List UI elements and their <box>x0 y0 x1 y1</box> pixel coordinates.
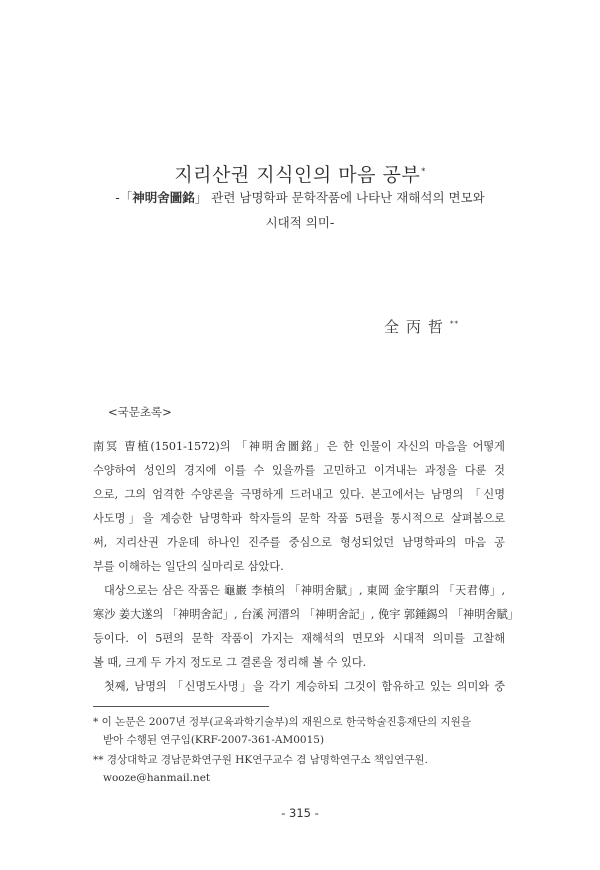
footnote-2-line-1: ** 경상대학교 경남문화연구원 HK연구교수 겸 남명학연구소 책임연구원. <box>93 754 428 766</box>
title-text: 지리산권 지식인의 마음 공부 <box>174 164 421 186</box>
abstract-label: <국문초록> <box>108 405 172 419</box>
subtitle-prefix: -「 <box>115 190 133 205</box>
abstract-line: 등이다. 이 5편의 문학 작품이 가지는 재해석의 면모와 시대적 의미를 고찰해 <box>93 632 505 645</box>
abstract-line: 사도명」을 계승한 남명학파 학자들의 문학 작품 5편을 통시적으로 살펴봄으로 <box>93 512 505 525</box>
footnote-divider <box>93 706 269 707</box>
subtitle-bold-term: 神明舍圖銘 <box>132 190 195 205</box>
abstract-line: 대상으로는 삼은 작품은 龜巖 李楨의 「神明舍賦」, 東岡 金宇顒의 「天君傳」, <box>104 584 505 597</box>
subtitle-line-1 <box>0 188 600 206</box>
abstract-line: 첫째, 남명의 「신명도사명」을 각기 계승하되 그것이 함유하고 있는 의미와 중 <box>104 680 505 693</box>
subtitle-line-2: 시대적 의미- <box>265 215 335 230</box>
abstract-line: 써, 지리산권 가운데 하나인 진주를 중심으로 형성되었던 남명학파의 마음 공 <box>93 536 505 549</box>
author-name <box>384 316 459 337</box>
author-footnote-mark: ** <box>450 320 460 328</box>
abstract-line: 寒沙 姜大遂의 「神明舍記」, 台溪 河溍의 「神明舍記」, 俛宇 郭鍾錫의 「神明舍賦」 <box>93 608 519 621</box>
abstract-line: 으로, 그의 엄격한 수양론을 극명하게 드러내고 있다. 본고에서는 남명의 「신명 <box>93 488 505 501</box>
title-footnote-mark: * <box>421 166 426 176</box>
paper-title <box>0 160 600 187</box>
footnote-2-email: wooze@hanmail.net <box>103 772 211 784</box>
footnote-1-line-2: 받아 수행된 연구임(KRF-2007-361-AM0015) <box>103 734 325 746</box>
abstract-line: 수양하여 성인의 경지에 이를 수 있을까를 고민하고 이겨내는 과정을 다룬 것 <box>93 464 505 477</box>
abstract-line: 볼 때, 크게 두 가지 정도로 그 결론을 정리해 볼 수 있다. <box>93 656 367 669</box>
abstract-line: 부를 이해하는 일단의 실마리로 삼았다. <box>93 560 284 573</box>
subtitle-rest: 」 관련 남명학파 문학작품에 나타난 재해석의 면모와 <box>194 190 485 205</box>
abstract-line: 南冥 曺植(1501-1572)의 「神明舍圖銘」은 한 인물이 자신의 마음을 어떻게 <box>93 440 505 453</box>
footnote-1-line-1: * 이 논문은 2007년 정부(교육과학기술부)의 재원으로 한국학술진흥재단의 지원을 <box>93 716 471 728</box>
page-number: - 315 - <box>281 806 319 820</box>
author-name-text: 全丙哲 <box>384 318 451 336</box>
